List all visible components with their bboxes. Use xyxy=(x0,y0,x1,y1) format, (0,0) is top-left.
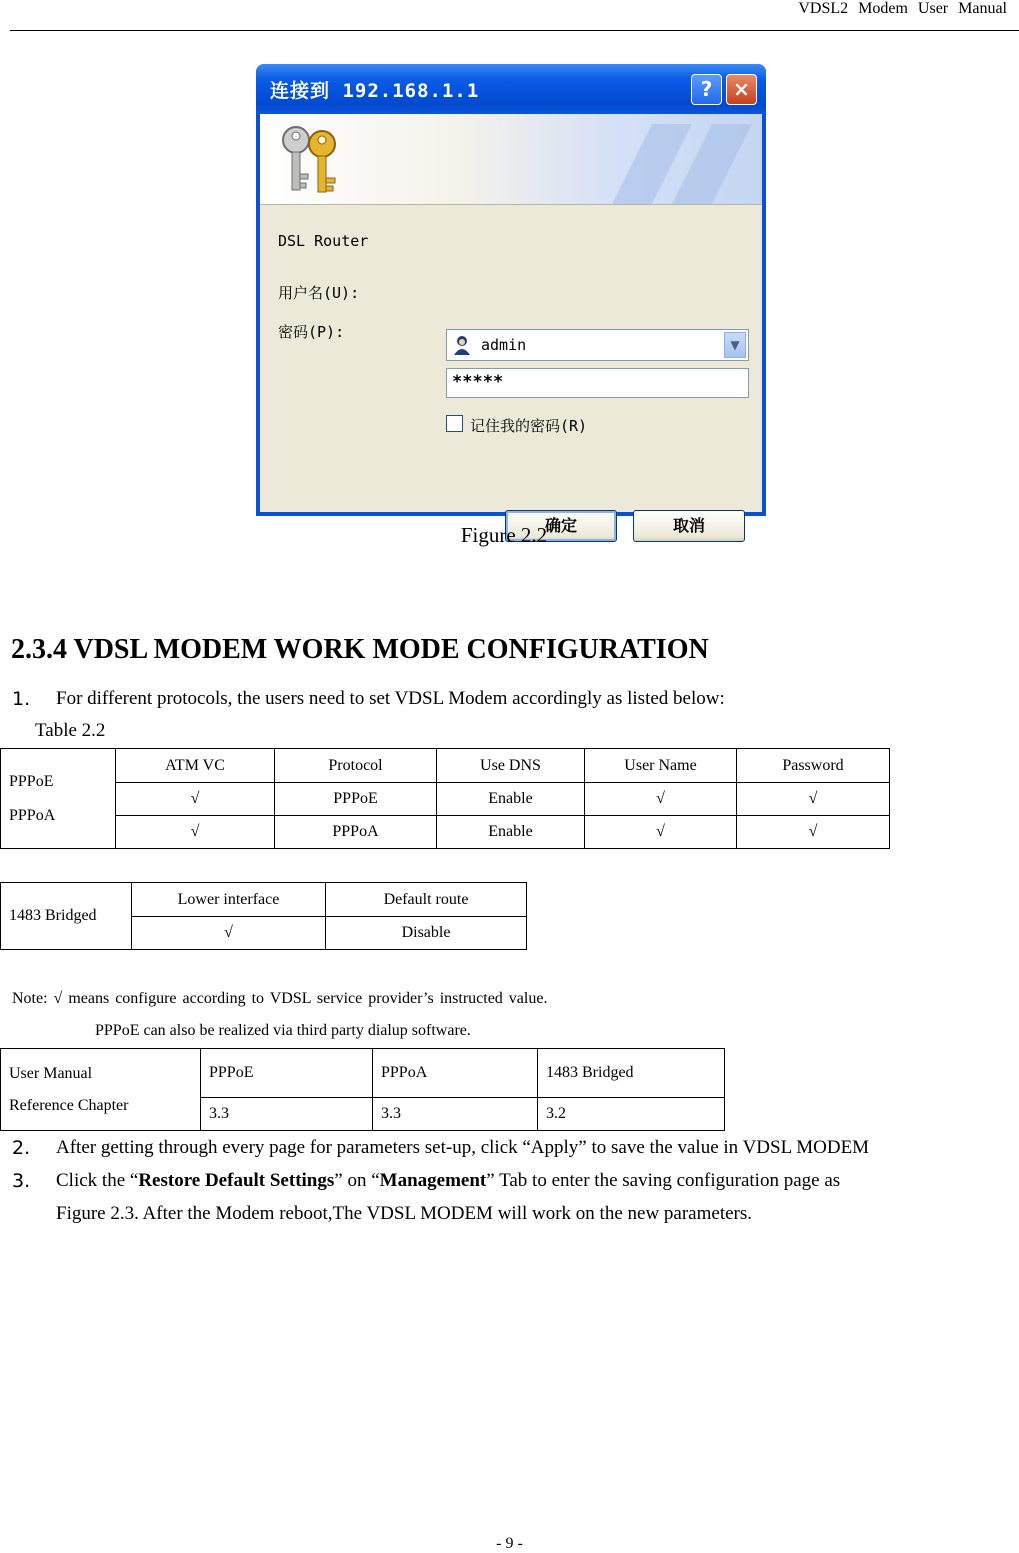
banner-decoration xyxy=(592,114,752,204)
protocol-labels-cell xyxy=(1,749,116,849)
user-icon xyxy=(453,335,471,355)
dialog-title: 连接到 192.168.1.1 xyxy=(270,80,480,102)
keys-icon xyxy=(278,122,348,198)
item-3-pre: Click the “ xyxy=(56,1170,139,1191)
row-label-bridged: 1483 Bridged xyxy=(1,883,132,950)
item-1-number: 1. xyxy=(12,688,31,710)
table-cell: √ xyxy=(737,816,890,849)
table-cell: √ xyxy=(737,783,890,816)
item-2-number: 2. xyxy=(12,1137,31,1159)
table-cell: 3.3 xyxy=(201,1098,373,1131)
reference-label-cell xyxy=(1,1049,201,1131)
header-cell: PPPoE xyxy=(201,1049,373,1098)
reference-label-line-2: Reference Chapter xyxy=(9,1096,129,1114)
dialog-banner xyxy=(260,114,762,205)
item-3-mid: ” on “ xyxy=(334,1170,380,1191)
page-number: - 9 - xyxy=(496,1535,523,1552)
table-caption: Table 2.2 xyxy=(35,720,106,741)
header-cell: User Name xyxy=(585,749,737,783)
table-cell: √ xyxy=(585,783,737,816)
item-2-text: After getting through every page for parameters set-up, click “Apply” to save the value in VDSL MODEM xyxy=(56,1137,870,1158)
username-label: 用户名(U): xyxy=(278,284,360,302)
header-cell: PPPoA xyxy=(373,1049,538,1098)
note-line-1: Note: √ means configure according to VDSL service provider’s instructed value. xyxy=(12,990,548,1007)
header-cell: Lower interface xyxy=(132,883,326,917)
management-text: Management xyxy=(379,1170,487,1191)
item-3-text xyxy=(56,1170,840,1192)
dialog-titlebar[interactable] xyxy=(256,64,766,114)
header-cell: 1483 Bridged xyxy=(538,1049,725,1098)
reference-label-line-1: User Manual xyxy=(9,1064,93,1082)
protocol-table xyxy=(0,748,890,849)
username-combobox[interactable] xyxy=(446,329,749,361)
item-1-text: For different protocols, the users need to set VDSL Modem accordingly as listed below: xyxy=(56,688,725,709)
remember-checkbox[interactable] xyxy=(446,415,463,432)
table-cell: 3.3 xyxy=(373,1098,538,1131)
cancel-button[interactable]: 取消 xyxy=(633,510,745,542)
row-label-pppoe: PPPoE xyxy=(9,772,54,790)
table-cell: 3.2 xyxy=(538,1098,725,1131)
table-cell: √ xyxy=(132,917,326,950)
table-cell: √ xyxy=(116,783,275,816)
close-button[interactable]: × xyxy=(726,74,757,105)
table-row xyxy=(1,816,890,849)
header-cell: Default route xyxy=(326,883,527,917)
table-cell: Disable xyxy=(326,917,527,950)
table-cell: PPPoA xyxy=(275,816,437,849)
item-3-post: ” Tab to enter the saving configuration page as xyxy=(486,1170,841,1191)
password-field[interactable]: ***** xyxy=(446,368,749,398)
table-cell: PPPoE xyxy=(275,783,437,816)
help-button[interactable]: ? xyxy=(691,74,722,105)
reference-table xyxy=(0,1048,725,1131)
section-title: 2.3.4 VDSL MODEM WORK MODE CONFIGURATION xyxy=(11,634,709,665)
figure-caption: Figure 2.2 xyxy=(460,523,548,547)
table-cell: √ xyxy=(585,816,737,849)
bridged-table xyxy=(0,882,527,950)
restore-default-settings-text: Restore Default Settings xyxy=(138,1170,335,1191)
note-line-2: PPPoE can also be realized via third party dialup software. xyxy=(95,1022,471,1039)
server-text: DSL Router xyxy=(278,232,369,250)
remember-label[interactable]: 记住我的密码(R) xyxy=(470,417,588,435)
item-3-number: 3. xyxy=(12,1170,31,1192)
table-cell: √ xyxy=(116,816,275,849)
header-cell: Protocol xyxy=(275,749,437,783)
table-cell: Enable xyxy=(437,783,585,816)
item-3-line-2: Figure 2.3. After the Modem reboot,The VDSL MODEM will work on the new parameters. xyxy=(56,1203,753,1224)
header-cell: ATM VC xyxy=(116,749,275,783)
password-label: 密码(P): xyxy=(278,323,345,341)
dropdown-arrow-icon[interactable]: ▼ xyxy=(724,332,746,358)
header-rule xyxy=(10,30,1019,31)
header-cell: Password xyxy=(737,749,890,783)
table-cell: Enable xyxy=(437,816,585,849)
row-label-pppoa: PPPoA xyxy=(9,806,56,824)
ok-button[interactable]: 确定 xyxy=(505,510,617,542)
username-value: admin xyxy=(481,336,527,354)
table-row xyxy=(1,783,890,816)
header-cell: Use DNS xyxy=(437,749,585,783)
page-header: VDSL2 Modem User Manual xyxy=(798,0,1007,17)
